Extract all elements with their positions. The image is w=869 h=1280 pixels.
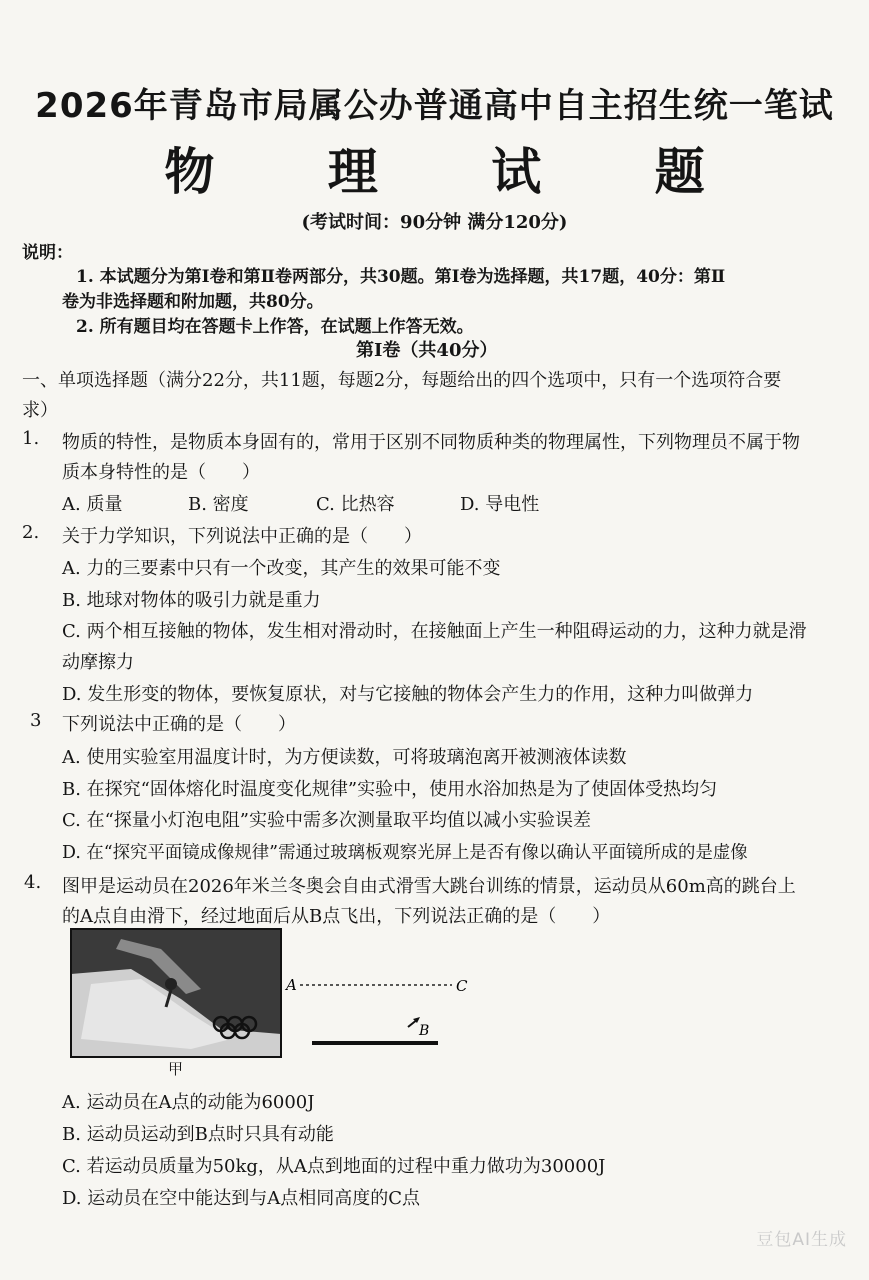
q3-stem: 下列说法中正确的是（ ） <box>62 714 296 735</box>
note-2: 2. 所有题目均在答题卡上作答，在试题上作答无效。 <box>76 317 474 337</box>
q1-option-c: C. 比热容 <box>316 494 395 515</box>
q2-option-a: A. 力的三要素中只有一个改变，其产生的效果可能不变 <box>62 558 501 579</box>
section-1-line-1: 一、单项选择题（满分22分，共11题，每题2分，每题给出的四个选项中，只有一个选项符合要 <box>22 370 782 391</box>
ski-jump-photo <box>70 928 282 1058</box>
ai-watermark: 豆包AI生成 <box>756 1230 847 1250</box>
ski-jump-photo-image <box>71 929 281 1057</box>
q4-stem-line-1: 图甲是运动员在2026年米兰冬奥会自由式滑雪大跳台训练的情景，运动员从60m高的跳台上 <box>62 876 796 897</box>
q1-number: 1. <box>22 428 40 449</box>
photo-label: 甲 <box>168 1060 184 1078</box>
q2-option-b: B. 地球对物体的吸引力就是重力 <box>62 590 321 611</box>
q2-number: 2. <box>22 522 40 543</box>
part-1-title: 第Ⅰ卷（共40分） <box>356 340 498 361</box>
q2-option-c-line-2: 动摩擦力 <box>62 652 134 673</box>
point-c-label: C <box>456 977 468 995</box>
q1-option-a: A. 质量 <box>62 494 123 515</box>
q3-number: 3 <box>30 710 42 731</box>
trajectory-diagram <box>280 965 480 1055</box>
subject-title: 物 理 试 题 <box>164 143 753 201</box>
note-1-line-1: 1. 本试题分为第Ⅰ卷和第Ⅱ卷两部分，共30题。第Ⅰ卷为选择题，共17题，40分：第Ⅱ <box>76 267 726 287</box>
exam-title: 2026年青岛市局属公办普通高中自主招生统一笔试 <box>35 86 834 126</box>
point-a-label: A <box>286 976 297 994</box>
note-1-line-2: 卷为非选择题和附加题，共80分。 <box>62 292 324 312</box>
q4-option-b: B. 运动员运动到B点时只具有动能 <box>62 1124 334 1145</box>
point-b-label: B <box>419 1023 430 1039</box>
q1-option-b: B. 密度 <box>188 494 249 515</box>
section-1-line-2: 求） <box>22 400 58 421</box>
q4-option-c: C. 若运动员质量为50kg，从A点到地面的过程中重力做功为30000J <box>62 1156 606 1177</box>
q4-stem-line-2: 的A点自由滑下，经过地面后从B点飞出，下列说法正确的是（ ） <box>62 906 611 927</box>
notes-label: 说明： <box>22 243 73 263</box>
q4-number: 4. <box>24 872 42 893</box>
q2-option-c-line-1: C. 两个相互接触的物体，发生相对滑动时，在接触面上产生一种阻碍运动的力，这种力就是滑 <box>62 621 807 642</box>
q3-option-b: B. 在探究“固体熔化时温度变化规律”实验中，使用水浴加热是为了使固体受热均匀 <box>62 779 718 800</box>
q4-option-a: A. 运动员在A点的动能为6000J <box>62 1092 315 1113</box>
q2-option-d: D. 发生形变的物体，要恢复原状，对与它接触的物体会产生力的作用，这种力叫做弹力 <box>62 684 754 705</box>
q3-option-a: A. 使用实验室用温度计时，为方便读数，可将玻璃泡离开被测液体读数 <box>62 747 627 768</box>
q1-option-d: D. 导电性 <box>460 494 540 515</box>
q3-option-c: C. 在“探量小灯泡电阻”实验中需多次测量取平均值以减小实验误差 <box>62 810 591 831</box>
exam-info: (考试时间：90分钟 满分120分) <box>301 212 568 233</box>
q3-option-d: D. 在“探究平面镜成像规律”需通过玻璃板观察光屏上是否有像以确认平面镜所成的是虚像 <box>62 843 748 863</box>
q1-stem-line-2: 质本身特性的是（ ） <box>62 462 260 483</box>
q1-stem-line-1: 物质的特性，是物质本身固有的，常用于区别不同物质种类的物理属性，下列物理员不属于物 <box>62 432 800 453</box>
q2-stem: 关于力学知识，下列说法中正确的是（ ） <box>62 526 422 547</box>
q4-option-d: D. 运动员在空中能达到与A点相同高度的C点 <box>62 1188 421 1209</box>
